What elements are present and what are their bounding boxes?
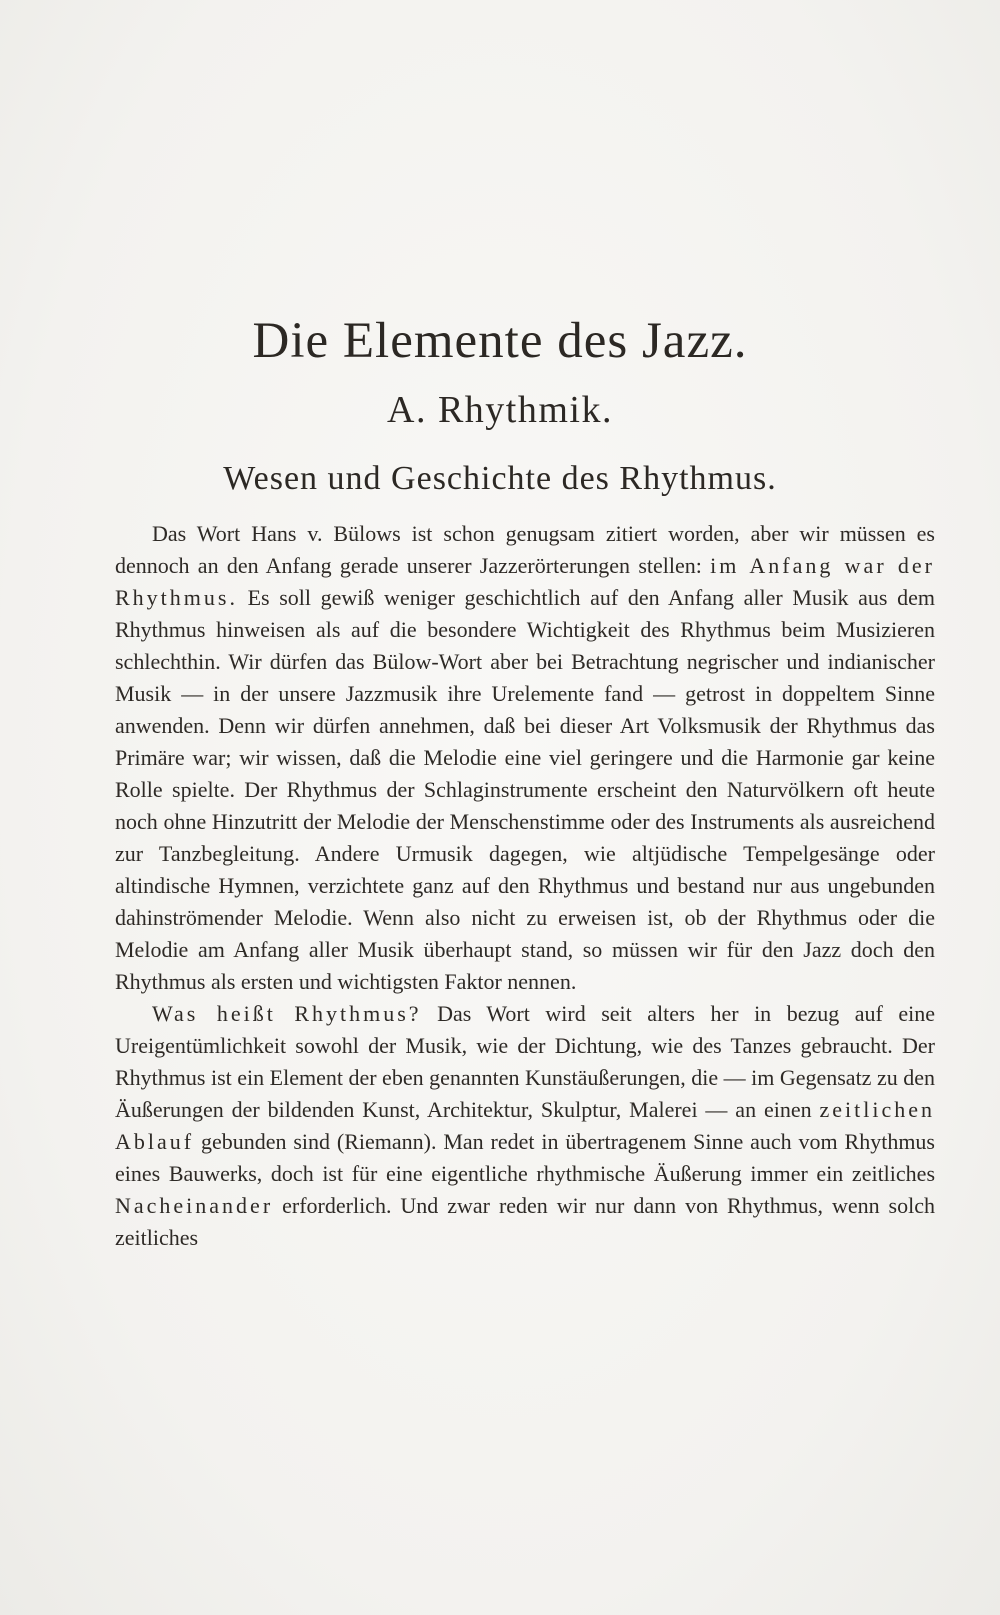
paragraph-2-text-b: gebunden sind (Riemann). Man redet in übertragenem Sinne auch vom Rhythmus eines Bauwerks, doch ist für eine eigentliche rhythmische Äußerung immer ein zeitliches xyxy=(115,1129,935,1186)
paragraph-1-text-b: Es soll gewiß weniger geschichtlich auf den Anfang aller Musik aus dem Rhythmus hinweisen als auf die besondere Wichtigkeit des Rhythmus beim Musizieren schlechthin. Wir dürfen das Bülow-Wort aber bei Betrachtung negrischer und indianischer Musik — in der unsere Jazzmusik ihre Urelemente fand — getrost in doppeltem Sinne anwenden. Denn wir dürfen annehmen, daß bei dieser Art Volksmusik der Rhythmus das Primäre war; wir wissen, daß die Melodie eine viel geringere und die Harmonie gar keine Rolle spielte. Der Rhythmus der Schlaginstrumente erscheint den Naturvölkern oft heute noch ohne Hinzutritt der Melodie der Menschenstimme oder des Instruments als ausreichend zur Tanzbegleitung. Andere Urmusik dagegen, wie altjüdische Tempelgesänge oder altindische Hymnen, verzichtete ganz auf den Rhythmus und bestand nur aus ungebunden dahinströmender Melodie. Wenn also nicht zu erweisen ist, ob der Rhythmus oder die Melodie am Anfang aller Musik überhaupt stand, so müssen wir für den Jazz doch den Rhythmus als ersten und wichtigsten Faktor nennen. xyxy=(115,585,935,994)
page-title: Die Elemente des Jazz. xyxy=(252,313,748,369)
body-text xyxy=(115,518,935,1254)
paragraph-1-text-a: Das Wort Hans v. Bülows ist schon genugsam zitiert worden, aber wir müssen es dennoch an den Anfang gerade unserer Jazzerörterungen stellen: xyxy=(115,521,935,578)
paragraph-2-emphasis-nacheinander: Nacheinander xyxy=(115,1193,274,1218)
paragraph-2-emphasis-zeitlich: zeitlichen Ablauf xyxy=(115,1097,935,1154)
paragraph-2 xyxy=(115,998,935,1254)
section-heading: Wesen und Geschichte des Rhythmus. xyxy=(223,460,777,497)
paragraph-2-text-a: Das Wort wird seit alters her in bezug auf eine Ureigentümlichkeit sowohl der Musik, wie der Dichtung, wie des Tanzes gebraucht. Der Rhythmus ist ein Element der eben genannten Kunstäußerungen, die — im Gegensatz zu den Äußerungen der bildenden Kunst, Architektur, Skulptur, Malerei — an einen xyxy=(115,1001,935,1122)
chapter-subtitle: A. Rhythmik. xyxy=(387,389,613,431)
paragraph-1-emphasis: im Anfang war der Rhythmus. xyxy=(115,553,936,610)
paragraph-1 xyxy=(115,518,935,998)
paragraph-2-text-c: erforderlich. Und zwar reden wir nur dann von Rhythmus, wenn solch zeitliches xyxy=(115,1193,935,1250)
paragraph-2-emphasis-question: Was heißt Rhythmus? xyxy=(152,1001,422,1026)
